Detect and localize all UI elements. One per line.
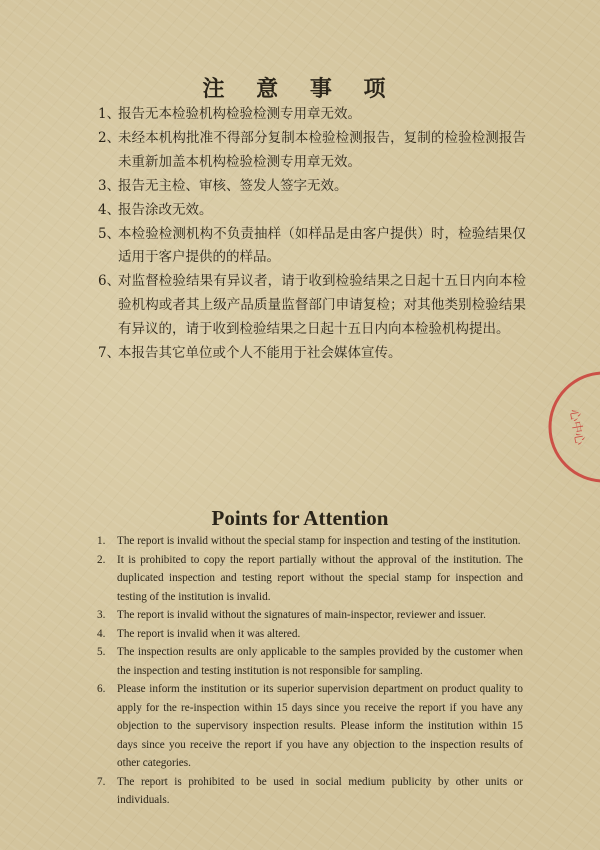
list-item — [98, 103, 526, 127]
list-item — [98, 199, 526, 223]
item-text: The report is invalid without the special stamp for inspection and testing of the institution. — [117, 535, 521, 547]
item-number: 3、 — [98, 177, 121, 194]
item-number: 6. — [97, 683, 106, 695]
item-number: 7. — [97, 775, 106, 788]
list-item — [97, 773, 523, 810]
chinese-notice-list — [98, 103, 526, 366]
item-text: It is prohibited to copy the report partially without the approval of the institution. The duplicated inspection and testing report without the special stamp for inspection and testing of the institution is invalid. — [117, 553, 523, 603]
item-number: 5. — [97, 646, 106, 658]
list-item — [98, 223, 526, 271]
chinese-title: 注 意 事 项 — [202, 77, 398, 102]
item-number: 7、 — [98, 345, 121, 362]
list-item — [97, 551, 523, 607]
item-text: 本报告其它单位或个人不能用于社会媒体宣传。 — [118, 345, 402, 362]
red-seal-stamp — [548, 370, 600, 484]
list-item — [98, 270, 526, 342]
item-number: 1、 — [98, 106, 121, 122]
list-item — [98, 342, 526, 366]
item-number: 6、 — [98, 273, 121, 290]
item-number: 4、 — [98, 201, 121, 218]
english-title: Points for Attention — [211, 506, 389, 530]
item-text: 报告涂改无效。 — [118, 201, 213, 218]
item-text: 报告无主检、审核、签发人签字无效。 — [118, 177, 348, 194]
item-text: Please inform the institution or its superior supervision department on product quality to apply for the re-inspection within 15 days since you receive the report if you have any objection to the supervisory inspection results. Please inform the institution within 15 days since you receive the report if you have any objection to the inspection results of other categories. — [117, 683, 523, 769]
list-item — [97, 625, 523, 644]
seal-text: 心中心 — [567, 408, 588, 446]
item-number: 4. — [97, 627, 106, 640]
item-text: The inspection results are only applicable to the samples provided by the customer when the inspection and testing institution is not responsible for sampling. — [117, 646, 523, 677]
item-number: 3. — [97, 609, 106, 621]
list-item — [98, 127, 526, 175]
list-item — [97, 606, 523, 625]
item-text: 报告无本检验机构检验检测专用章无效。 — [118, 106, 361, 122]
list-item — [97, 680, 523, 773]
item-text: 未经本机构批准不得部分复制本检验检测报告，复制的检验检测报告未重新加盖本机构检验检测专用章无效。 — [118, 129, 526, 170]
item-text: The report is prohibited to be used in social medium publicity by other units or individuals. — [117, 775, 523, 806]
item-number: 2、 — [98, 129, 121, 146]
item-text: The report is invalid when it was altered. — [117, 627, 301, 640]
item-text: 对监督检验结果有异议者，请于收到检验结果之日起十五日内向本检验机构或者其上级产品质量监督部门申请复检；对其他类别检验结果有异议的，请于收到检验结果之日起十五日内向本检验机构提出。 — [118, 273, 526, 338]
english-notice-list — [97, 532, 523, 810]
item-number: 5、 — [98, 225, 121, 242]
item-text: The report is invalid without the signatures of main-inspector, reviewer and issuer. — [117, 609, 486, 621]
item-number: 1. — [97, 535, 106, 547]
list-item — [97, 643, 523, 680]
item-number: 2. — [97, 553, 106, 566]
item-text: 本检验检测机构不负责抽样（如样品是由客户提供）时，检验结果仅适用于客户提供的的样品。 — [118, 225, 526, 266]
list-item — [98, 175, 526, 199]
list-item — [97, 532, 523, 551]
